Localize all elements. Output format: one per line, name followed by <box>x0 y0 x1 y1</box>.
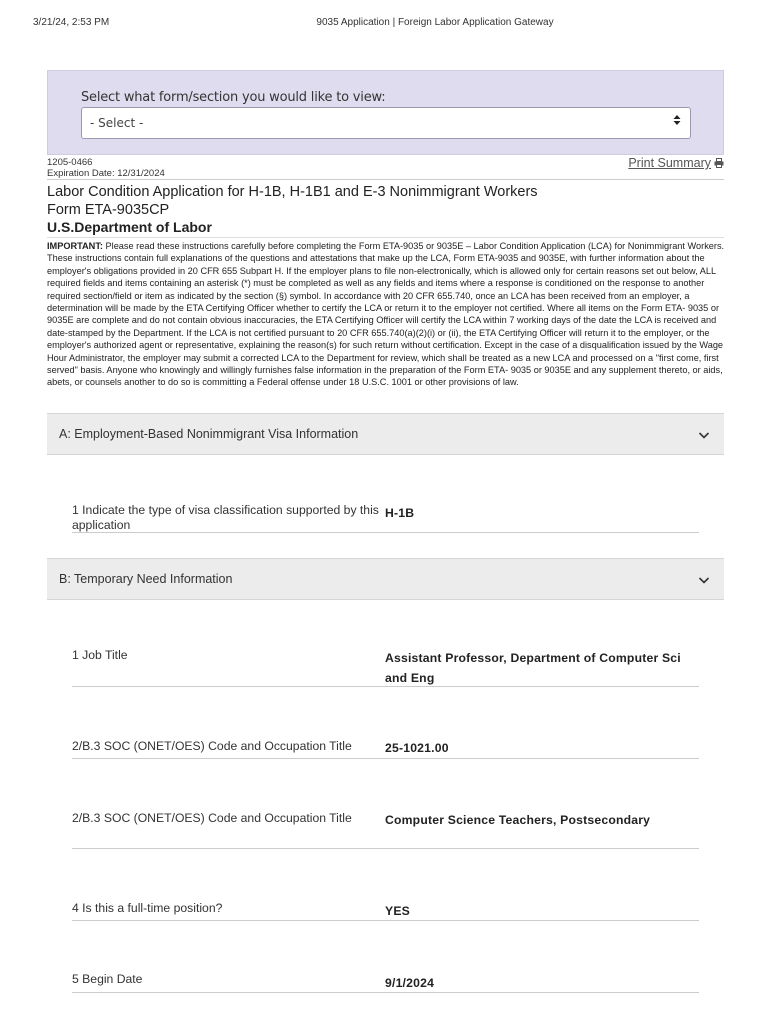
field-answer: 25-1021.00 <box>385 741 449 755</box>
form-number: Form ETA-9035CP <box>47 202 170 218</box>
field-job-title <box>72 646 699 687</box>
print-date: 3/21/24, 2:53 PM <box>33 17 110 28</box>
print-summary-label: Print Summary <box>628 156 711 170</box>
section-b-title: B: Temporary Need Information <box>59 572 233 586</box>
field-question: 1 Indicate the type of visa classification supported by this application <box>72 503 379 532</box>
omb-number: 1205-0466 <box>47 157 93 168</box>
printer-icon <box>714 157 724 167</box>
divider <box>47 179 724 180</box>
field-occupation-title <box>72 809 699 849</box>
chevron-down-icon <box>698 573 710 585</box>
form-section-select[interactable] <box>81 107 691 139</box>
field-answer: 9/1/2024 <box>385 976 435 990</box>
form-section-select-value: - Select - <box>90 116 144 130</box>
form-section-selector-panel <box>47 70 724 155</box>
sort-arrows-icon <box>673 114 681 127</box>
field-question: 5 Begin Date <box>72 972 143 986</box>
field-answer: Computer Science Teachers, Postsecondary <box>385 813 651 827</box>
form-section-selector-label: Select what form/section you would like to view: <box>81 90 386 105</box>
print-page-title: 9035 Application | Foreign Labor Application Gateway <box>316 17 554 28</box>
field-soc-code <box>72 737 699 759</box>
field-answer: H-1B <box>385 506 415 520</box>
instructions-body: Please read these instructions carefully before completing the Form ETA-9035 or 9035E – Labor Condition Application (LCA) for Nonimmigrant Workers. These instructions contain full explanations of the questions and attestations that make up the LCA, Form ETA-9035 and 9035E, with further information about the employer's obligations provided in 20 CFR 655 Subpart H. If the employer plans to file non-electronically, which is allowed only for certain reasons set out below, ALL required fields and items containing an asterisk (*) must be completed as well as any fields and items where a response is conditioned on the response to another required section/field or item as indicated by the section (§) symbol. In accordance with 20 CFR 655.740, once an LCA has been received from an employer, a determination will be made by the ETA Certifying Officer whether to certify the LCA or return it to the employer not certified. Where all items on the Form ETA- 9035 or 9035E are complete and do not contain obvious inaccuracies, the ETA Certifying Officer will certify the LCA within 7 working days of the date the LCA is received and date-stamped by the Department. If the LCA is not certified pursuant to 20 CFR 655.740(a)(2)(i) or (ii), the ETA Certifying Officer will return it to the employer, or the employer's authorized agent or representative, explaining the reason(s) for such return without certification. Except in the case of a disqualification issued by the Wage Hour Administrator, the employer may submit a corrected LCA to the Department for review, which shall be treated as a new LCA and processed on a "first come, first served" basis. Anyone who knowingly and willingly furnishes false information in the preparation of the Form ETA- 9035 or 9035E and any supplement thereto, or aids, abets, or counsels another to do so is committing a Federal offense under 18 U.S.C. 1001 or other provisions of law. <box>47 241 725 388</box>
field-answer: Assistant Professor, Department of Computer Sci and Eng <box>385 651 681 685</box>
field-visa-classification <box>72 500 699 533</box>
expiration-date: Expiration Date: 12/31/2024 <box>47 168 165 179</box>
department-name: U.S.Department of Labor <box>47 219 212 235</box>
section-b-header[interactable] <box>47 558 724 600</box>
field-begin-date <box>72 971 699 993</box>
chevron-down-icon <box>698 428 710 440</box>
section-a-title: A: Employment-Based Nonimmigrant Visa Information <box>59 427 359 441</box>
divider <box>47 237 724 238</box>
field-answer: YES <box>385 904 410 918</box>
print-header <box>0 17 770 31</box>
field-full-time <box>72 899 699 921</box>
field-question: 4 Is this a full-time position? <box>72 901 223 915</box>
instructions-lead: IMPORTANT: <box>47 241 103 251</box>
field-question: 2/B.3 SOC (ONET/OES) Code and Occupation Title <box>72 811 352 825</box>
section-a-header[interactable] <box>47 413 724 455</box>
field-question: 1 Job Title <box>72 648 128 662</box>
field-question: 2/B.3 SOC (ONET/OES) Code and Occupation Title <box>72 739 352 753</box>
print-summary-link[interactable] <box>628 156 724 170</box>
form-meta <box>47 157 165 179</box>
instructions-text <box>47 240 726 389</box>
form-title <box>47 183 538 219</box>
form-title-line: Labor Condition Application for H-1B, H-1B1 and E-3 Nonimmigrant Workers <box>47 184 538 200</box>
